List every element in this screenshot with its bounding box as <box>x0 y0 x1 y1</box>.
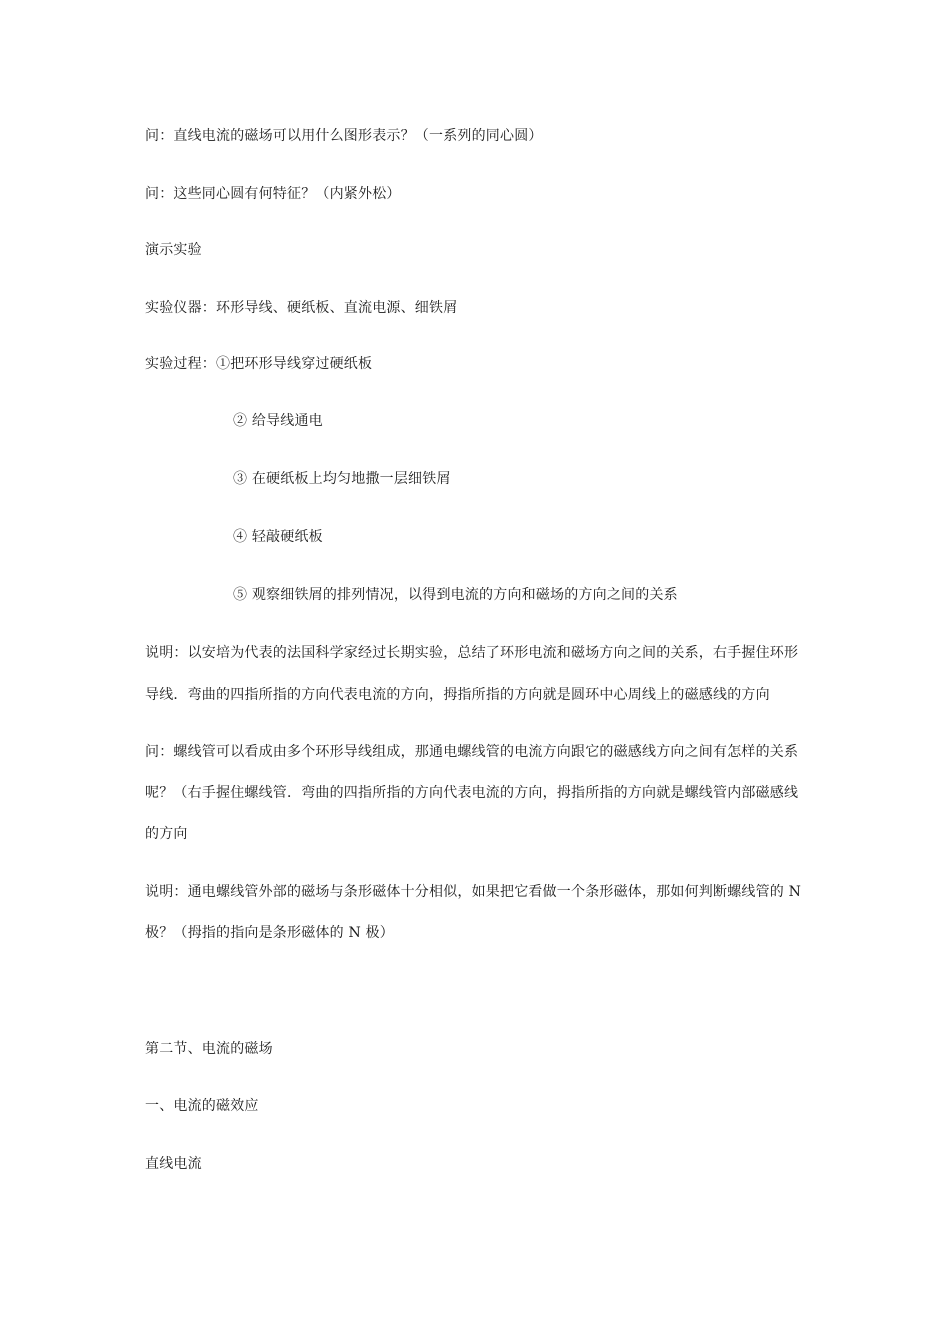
experiment-step-2: ② 给导线通电 <box>233 413 323 429</box>
explanation-solenoid-line-1: 说明：通电螺线管外部的磁场与条形磁体十分相似，如果把它看做一个条形磁体，那如何判断螺线管的 N <box>145 884 802 900</box>
section-title: 第二节、电流的磁场 <box>145 1041 273 1057</box>
experiment-step-5: ⑤ 观察细铁屑的排列情况，以得到电流的方向和磁场的方向之间的关系 <box>233 587 678 603</box>
explanation-ampere-line-2: 导线．弯曲的四指所指的方向代表电流的方向，拇指所指的方向就是圆环中心周线上的磁感线的方向 <box>145 687 770 703</box>
explanation-solenoid-line-2: 极？（拇指的指向是条形磁体的 N 极） <box>145 925 394 941</box>
experiment-apparatus-line: 实验仪器：环形导线、硬纸板、直流电源、细铁屑 <box>145 300 458 316</box>
experiment-step-3: ③ 在硬纸板上均匀地撒一层细铁屑 <box>233 471 451 487</box>
subsection-title: 一、电流的磁效应 <box>145 1098 259 1114</box>
question-line-straight-current-field: 问：直线电流的磁场可以用什么图形表示？（一系列的同心圆） <box>145 128 543 144</box>
question-solenoid-line-1: 问：螺线管可以看成由多个环形导线组成，那通电螺线管的电流方向跟它的磁感线方向之间有怎样的关系 <box>145 744 799 760</box>
experiment-step-4: ④ 轻敲硬纸板 <box>233 529 323 545</box>
explanation-ampere-line-1: 说明：以安培为代表的法国科学家经过长期实验，总结了环形电流和磁场方向之间的关系，右手握住环形 <box>145 645 799 661</box>
experiment-step-1: 实验过程：①把环形导线穿过硬纸板 <box>145 356 373 372</box>
question-line-concentric-circles: 问：这些同心圆有何特征？（内紧外松） <box>145 186 401 202</box>
question-solenoid-line-2: 呢？（右手握住螺线管．弯曲的四指所指的方向代表电流的方向，拇指所指的方向就是螺线管内部磁感线 <box>145 785 799 801</box>
heading-demo-experiment: 演示实验 <box>145 242 202 258</box>
topic-straight-current: 直线电流 <box>145 1156 202 1172</box>
question-solenoid-line-3: 的方向 <box>145 826 188 842</box>
